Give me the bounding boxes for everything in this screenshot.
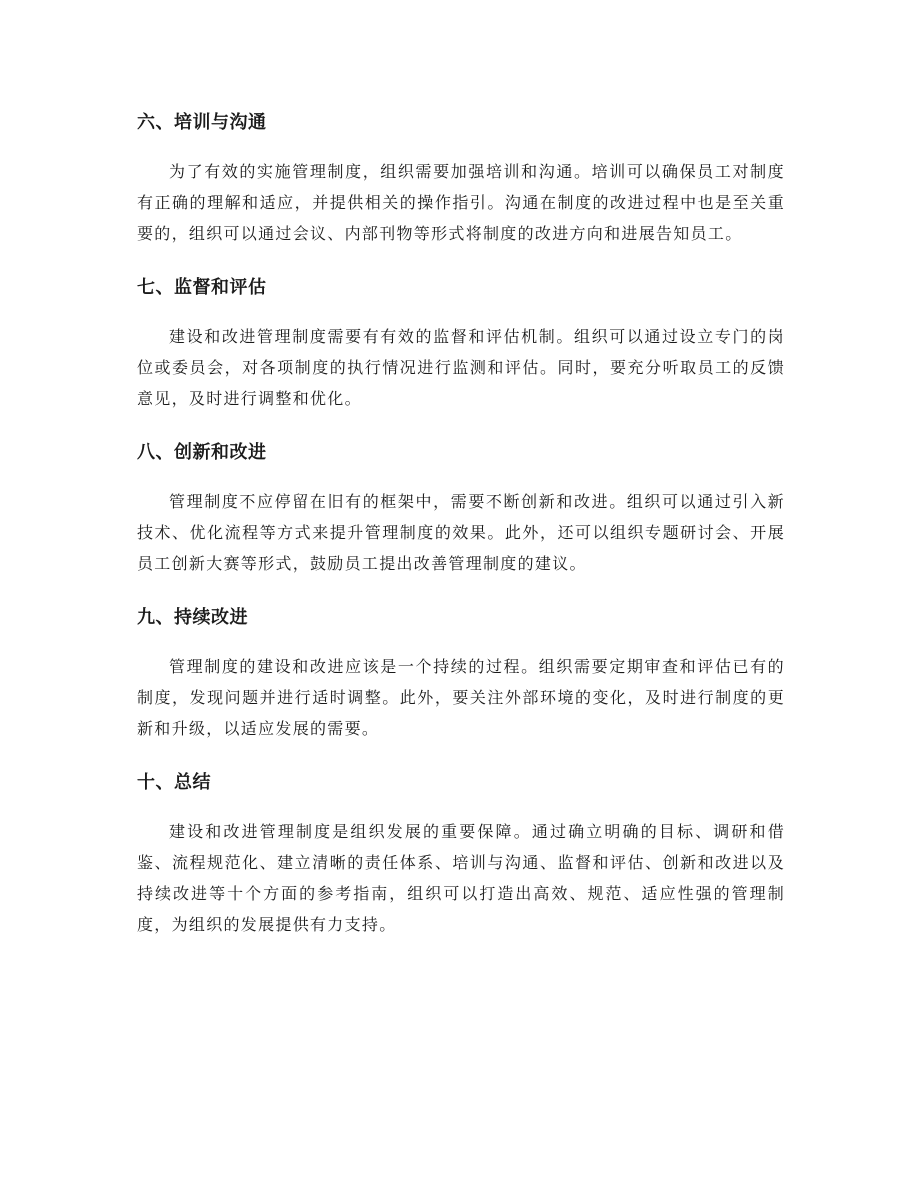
section-innovation-improvement: [137, 438, 785, 579]
section-heading: 九、持续改进: [137, 607, 248, 628]
section-heading: 八、创新和改进: [137, 442, 267, 463]
section-heading: 六、培训与沟通: [137, 112, 267, 133]
section-heading: 十、总结: [137, 772, 211, 793]
section-paragraph: 为了有效的实施管理制度，组织需要加强培训和沟通。培训可以确保员工对制度有正确的理解和适应，并提供相关的操作指引。沟通在制度的改进过程中也是至关重要的，组织可以通过会议、内部刊物等形式将制度的改进方向和进展告知员工。: [137, 162, 785, 243]
section-paragraph: 管理制度的建设和改进应该是一个持续的过程。组织需要定期审查和评估已有的制度，发现问题并进行适时调整。此外，要关注外部环境的变化，及时进行制度的更新和升级，以适应发展的需要。: [137, 657, 785, 738]
section-training-communication: [137, 108, 785, 249]
section-continuous-improvement: [137, 603, 785, 744]
section-heading: 七、监督和评估: [137, 277, 267, 298]
section-supervision-evaluation: [137, 273, 785, 414]
section-summary: [137, 768, 785, 940]
section-paragraph: 管理制度不应停留在旧有的框架中，需要不断创新和改进。组织可以通过引入新技术、优化流程等方式来提升管理制度的效果。此外，还可以组织专题研讨会、开展员工创新大赛等形式，鼓励员工提出改善管理制度的建议。: [137, 492, 785, 573]
document-content: [137, 108, 785, 964]
section-paragraph: 建设和改进管理制度是组织发展的重要保障。通过确立明确的目标、调研和借鉴、流程规范化、建立清晰的责任体系、培训与沟通、监督和评估、创新和改进以及持续改进等十个方面的参考指南，组织可以打造出高效、规范、适应性强的管理制度，为组织的发展提供有力支持。: [137, 822, 785, 934]
section-paragraph: 建设和改进管理制度需要有有效的监督和评估机制。组织可以通过设立专门的岗位或委员会，对各项制度的执行情况进行监测和评估。同时，要充分听取员工的反馈意见，及时进行调整和优化。: [137, 327, 785, 408]
